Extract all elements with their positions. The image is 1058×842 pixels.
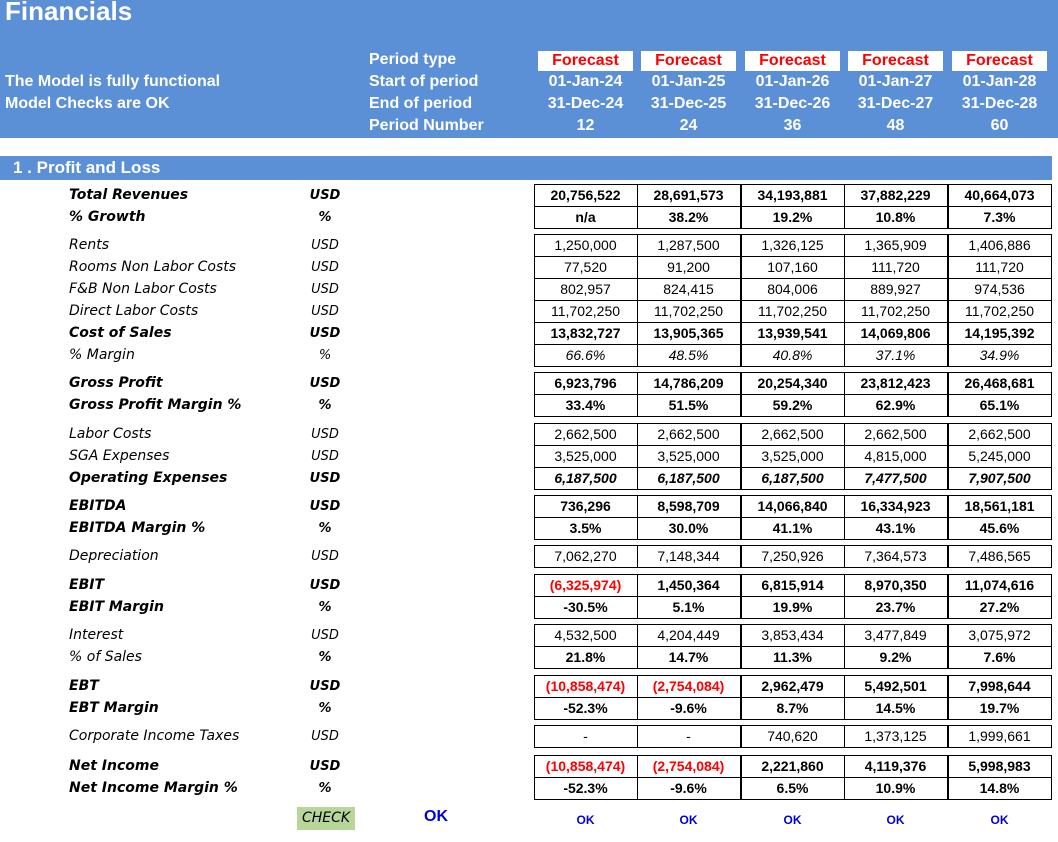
- cell-divider: [637, 646, 741, 647]
- check-status: OK: [424, 808, 448, 825]
- cell-divider: [844, 322, 948, 323]
- cell-divider: [637, 206, 741, 207]
- table-cell: 33.4%: [565, 397, 606, 413]
- table-cell: 23.7%: [875, 599, 916, 615]
- period-end-cell: 31-Dec-24: [547, 95, 624, 112]
- row-label: % Growth: [69, 209, 146, 225]
- row-label: Labor Costs: [69, 426, 152, 442]
- row-label: % of Sales: [69, 649, 142, 665]
- table-cell: 3.5%: [569, 520, 602, 536]
- row-unit: %: [318, 600, 332, 615]
- row-label: Net Income Margin %: [69, 780, 238, 796]
- cell-border: [844, 545, 948, 568]
- cell-divider: [844, 206, 948, 207]
- cell-divider: [741, 394, 845, 395]
- table-cell: 889,927: [870, 281, 921, 297]
- cell-divider: [948, 322, 1052, 323]
- cell-divider: [844, 517, 948, 518]
- cell-divider: [741, 517, 845, 518]
- cell-divider: [844, 278, 948, 279]
- table-cell: 2,662,500: [761, 426, 824, 442]
- table-cell: -9.6%: [670, 700, 707, 716]
- table-cell: (2,754,084): [652, 678, 725, 694]
- table-cell: 736,296: [560, 498, 611, 514]
- table-cell: 40,664,073: [964, 187, 1035, 203]
- model-checks-status: Model Checks are OK: [5, 95, 170, 112]
- table-cell: n/a: [575, 209, 596, 225]
- row-unit: %: [318, 701, 332, 716]
- cell-divider: [741, 467, 845, 468]
- cell-border: [534, 725, 638, 748]
- table-cell: 18,561,181: [964, 498, 1035, 514]
- table-cell: -52.3%: [563, 780, 608, 796]
- table-cell: (10,858,474): [545, 758, 626, 774]
- model-status: The Model is fully functional: [5, 73, 221, 90]
- table-cell: 37,882,229: [860, 187, 931, 203]
- period-number-cell: 36: [783, 117, 802, 134]
- table-cell: 8.7%: [776, 700, 809, 716]
- table-cell: 34,193,881: [757, 187, 828, 203]
- row-label: Gross Profit: [69, 375, 163, 391]
- period-type-cell: Forecast: [538, 51, 633, 71]
- table-cell: 7,148,344: [657, 548, 720, 564]
- cell-divider: [637, 322, 741, 323]
- table-cell: 1,999,661: [968, 728, 1031, 744]
- period-type-label: Period type: [369, 51, 457, 68]
- cell-divider: [534, 300, 638, 301]
- table-cell: 8,598,709: [657, 498, 720, 514]
- cell-divider: [741, 596, 845, 597]
- period-start-cell: 01-Jan-28: [962, 73, 1037, 90]
- table-cell: 41.1%: [772, 520, 813, 536]
- table-cell: 1,373,125: [864, 728, 927, 744]
- row-unit: USD: [309, 188, 341, 203]
- table-cell: 30.0%: [668, 520, 709, 536]
- table-cell: 7,998,644: [968, 678, 1031, 694]
- row-label: EBITDA: [69, 498, 127, 514]
- table-cell: 77,520: [564, 259, 607, 275]
- row-unit: %: [318, 650, 332, 665]
- table-cell: 43.1%: [875, 520, 916, 536]
- cell-divider: [637, 278, 741, 279]
- table-cell: 4,119,376: [864, 758, 927, 774]
- table-cell: 1,406,886: [968, 237, 1031, 253]
- row-unit: USD: [311, 304, 339, 319]
- row-unit: USD: [309, 376, 341, 391]
- table-cell: 5,245,000: [968, 448, 1031, 464]
- cell-border: [844, 725, 948, 748]
- cell-border: [844, 423, 948, 490]
- table-cell: 34.9%: [979, 347, 1020, 363]
- cell-divider: [534, 445, 638, 446]
- row-label: EBIT Margin: [69, 599, 164, 615]
- table-cell: 48.5%: [668, 347, 709, 363]
- table-cell: 3,525,000: [657, 448, 720, 464]
- table-cell: 7.3%: [983, 209, 1016, 225]
- cell-border: [948, 725, 1052, 748]
- table-cell: 13,832,727: [550, 325, 621, 341]
- period-end-cell: 31-Dec-28: [961, 95, 1038, 112]
- row-unit: USD: [311, 238, 339, 253]
- table-cell: 14,786,209: [653, 375, 724, 391]
- row-unit: USD: [311, 427, 339, 442]
- table-cell: 2,962,479: [761, 678, 824, 694]
- table-cell: 7,486,565: [968, 548, 1031, 564]
- cell-divider: [741, 445, 845, 446]
- table-cell: 5,492,501: [864, 678, 927, 694]
- header-banner: [0, 0, 1058, 138]
- table-cell: 20,254,340: [757, 375, 828, 391]
- row-unit: USD: [311, 549, 339, 564]
- table-cell: 2,662,500: [554, 426, 617, 442]
- row-label: Direct Labor Costs: [69, 303, 199, 319]
- cell-divider: [637, 344, 741, 345]
- cell-border: [637, 545, 741, 568]
- table-cell: 27.2%: [979, 599, 1020, 615]
- row-unit: USD: [311, 282, 339, 297]
- table-cell: 10.9%: [875, 780, 916, 796]
- row-unit: USD: [311, 628, 339, 643]
- cell-border: [741, 545, 845, 568]
- table-cell: 3,853,434: [761, 627, 824, 643]
- cell-divider: [844, 344, 948, 345]
- table-cell: 804,006: [767, 281, 818, 297]
- row-unit: %: [318, 398, 332, 413]
- section-header: [0, 156, 1052, 180]
- table-cell: 7,250,926: [761, 548, 824, 564]
- check-button[interactable]: CHECK: [297, 807, 355, 830]
- cell-divider: [844, 596, 948, 597]
- table-cell: 6,815,914: [761, 577, 824, 593]
- cell-divider: [534, 206, 638, 207]
- cell-divider: [534, 394, 638, 395]
- row-label: EBIT: [69, 577, 104, 593]
- row-unit: %: [318, 210, 332, 225]
- cell-divider: [637, 697, 741, 698]
- table-cell: 37.1%: [875, 347, 916, 363]
- cell-divider: [534, 697, 638, 698]
- cell-divider: [844, 697, 948, 698]
- row-label: F&B Non Labor Costs: [69, 281, 217, 297]
- table-cell: 10.8%: [875, 209, 916, 225]
- cell-divider: [844, 445, 948, 446]
- period-number-label: Period Number: [369, 117, 484, 134]
- period-start-cell: 01-Jan-26: [755, 73, 830, 90]
- cell-border: [534, 423, 638, 490]
- table-cell: 28,691,573: [653, 187, 724, 203]
- row-label: Corporate Income Taxes: [69, 728, 240, 744]
- cell-divider: [844, 300, 948, 301]
- table-cell: 3,525,000: [554, 448, 617, 464]
- row-unit: USD: [309, 578, 341, 593]
- cell-divider: [948, 394, 1052, 395]
- cell-divider: [534, 777, 638, 778]
- table-cell: 2,221,860: [761, 758, 824, 774]
- table-cell: 3,477,849: [864, 627, 927, 643]
- table-cell: -: [686, 728, 691, 744]
- row-label: Total Revenues: [69, 187, 189, 203]
- table-cell: 14.7%: [668, 649, 709, 665]
- table-cell: 65.1%: [979, 397, 1020, 413]
- table-cell: 26,468,681: [964, 375, 1035, 391]
- column-check-ok: OK: [576, 813, 595, 827]
- table-cell: 2,662,500: [968, 426, 1031, 442]
- period-end-cell: 31-Dec-25: [650, 95, 727, 112]
- row-unit: USD: [311, 260, 339, 275]
- start-of-period-label: Start of period: [369, 73, 479, 90]
- table-cell: 1,287,500: [657, 237, 720, 253]
- cell-divider: [948, 256, 1052, 257]
- row-unit: USD: [309, 326, 341, 341]
- cell-divider: [637, 300, 741, 301]
- cell-divider: [948, 517, 1052, 518]
- table-cell: (10,858,474): [545, 678, 626, 694]
- table-cell: 7.6%: [983, 649, 1016, 665]
- table-cell: 2,662,500: [864, 426, 927, 442]
- row-label: Rents: [69, 237, 109, 253]
- row-label: EBITDA Margin %: [69, 520, 206, 536]
- cell-divider: [741, 278, 845, 279]
- cell-divider: [844, 467, 948, 468]
- period-number-cell: 48: [886, 117, 905, 134]
- table-cell: 59.2%: [772, 397, 813, 413]
- cell-divider: [637, 777, 741, 778]
- cell-divider: [948, 300, 1052, 301]
- cell-divider: [534, 322, 638, 323]
- row-label: Depreciation: [69, 548, 159, 564]
- table-cell: 14,066,840: [757, 498, 828, 514]
- cell-divider: [741, 646, 845, 647]
- period-start-cell: 01-Jan-24: [548, 73, 623, 90]
- table-cell: 91,200: [667, 259, 710, 275]
- table-cell: -30.5%: [563, 599, 608, 615]
- table-cell: 23,812,423: [860, 375, 931, 391]
- table-cell: 14,195,392: [964, 325, 1035, 341]
- table-cell: 6,187,500: [657, 470, 720, 486]
- row-label: Rooms Non Labor Costs: [69, 259, 237, 275]
- table-cell: -: [583, 728, 588, 744]
- table-cell: 1,450,364: [657, 577, 720, 593]
- period-type-cell: Forecast: [745, 51, 840, 71]
- table-cell: 11,702,250: [964, 303, 1035, 319]
- cell-border: [948, 545, 1052, 568]
- row-unit: USD: [309, 679, 341, 694]
- table-cell: 19.7%: [979, 700, 1020, 716]
- table-cell: 66.6%: [565, 347, 606, 363]
- table-cell: 13,905,365: [653, 325, 724, 341]
- table-cell: 13,939,541: [757, 325, 828, 341]
- table-cell: 1,250,000: [554, 237, 617, 253]
- period-number-cell: 12: [576, 117, 595, 134]
- table-cell: 3,075,972: [968, 627, 1031, 643]
- table-cell: 11,702,250: [860, 303, 931, 319]
- table-cell: 6,187,500: [761, 470, 824, 486]
- cell-divider: [741, 300, 845, 301]
- table-cell: 740,620: [767, 728, 818, 744]
- table-cell: 107,160: [767, 259, 818, 275]
- row-label: Gross Profit Margin %: [69, 397, 242, 413]
- table-cell: 38.2%: [668, 209, 709, 225]
- cell-divider: [948, 467, 1052, 468]
- row-unit: USD: [309, 471, 341, 486]
- table-cell: 16,334,923: [860, 498, 931, 514]
- cell-divider: [844, 646, 948, 647]
- column-check-ok: OK: [679, 813, 698, 827]
- cell-border: [637, 423, 741, 490]
- row-unit: USD: [311, 729, 339, 744]
- cell-divider: [948, 777, 1052, 778]
- table-cell: 974,536: [974, 281, 1025, 297]
- table-cell: 11,074,616: [964, 577, 1035, 593]
- table-cell: 6,923,796: [554, 375, 617, 391]
- table-cell: 8,970,350: [864, 577, 927, 593]
- table-cell: 19.2%: [772, 209, 813, 225]
- table-cell: 4,815,000: [864, 448, 927, 464]
- cell-divider: [534, 278, 638, 279]
- cell-divider: [948, 206, 1052, 207]
- cell-divider: [844, 777, 948, 778]
- table-cell: 5,998,983: [968, 758, 1031, 774]
- table-cell: 14.5%: [875, 700, 916, 716]
- cell-divider: [948, 697, 1052, 698]
- cell-divider: [741, 344, 845, 345]
- cell-divider: [637, 256, 741, 257]
- cell-divider: [948, 596, 1052, 597]
- cell-divider: [844, 256, 948, 257]
- row-label: Operating Expenses: [69, 470, 228, 486]
- table-cell: 51.5%: [668, 397, 709, 413]
- column-check-ok: OK: [783, 813, 802, 827]
- row-unit: USD: [311, 449, 339, 464]
- row-label: % Margin: [69, 347, 135, 363]
- section-title: 1 . Profit and Loss: [13, 158, 161, 177]
- row-label: EBT Margin: [69, 700, 159, 716]
- table-cell: 111,720: [975, 259, 1024, 275]
- cell-border: [948, 423, 1052, 490]
- row-label: Cost of Sales: [69, 325, 172, 341]
- table-cell: 824,415: [663, 281, 714, 297]
- page-title: Financials: [5, 0, 133, 26]
- cell-divider: [741, 777, 845, 778]
- cell-divider: [844, 394, 948, 395]
- row-unit: %: [318, 348, 332, 363]
- table-cell: 1,326,125: [761, 237, 824, 253]
- table-cell: 19.9%: [772, 599, 813, 615]
- table-cell: 2,662,500: [657, 426, 720, 442]
- cell-border: [637, 725, 741, 748]
- column-check-ok: OK: [990, 813, 1009, 827]
- cell-divider: [741, 697, 845, 698]
- row-label: SGA Expenses: [69, 448, 170, 464]
- table-cell: 11,702,250: [550, 303, 621, 319]
- cell-border: [741, 423, 845, 490]
- cell-border: [534, 545, 638, 568]
- period-number-cell: 60: [990, 117, 1009, 134]
- cell-divider: [637, 394, 741, 395]
- cell-divider: [637, 517, 741, 518]
- table-cell: 7,062,270: [554, 548, 617, 564]
- row-unit: USD: [309, 499, 341, 514]
- cell-divider: [637, 467, 741, 468]
- table-cell: 14.8%: [979, 780, 1020, 796]
- column-check-ok: OK: [886, 813, 905, 827]
- period-end-cell: 31-Dec-27: [857, 95, 934, 112]
- table-cell: 7,907,500: [968, 470, 1031, 486]
- cell-divider: [741, 322, 845, 323]
- table-cell: 21.8%: [565, 649, 606, 665]
- row-label: Interest: [69, 627, 124, 643]
- table-cell: 3,525,000: [761, 448, 824, 464]
- period-end-cell: 31-Dec-26: [754, 95, 831, 112]
- period-type-cell: Forecast: [641, 51, 736, 71]
- row-label: Net Income: [69, 758, 159, 774]
- cell-divider: [637, 445, 741, 446]
- table-cell: (6,325,974): [549, 577, 622, 593]
- table-cell: 11,702,250: [653, 303, 724, 319]
- period-type-cell: Forecast: [848, 51, 943, 71]
- table-cell: 11,702,250: [757, 303, 828, 319]
- period-start-cell: 01-Jan-25: [651, 73, 726, 90]
- table-cell: 802,957: [560, 281, 611, 297]
- cell-divider: [948, 344, 1052, 345]
- cell-divider: [741, 206, 845, 207]
- table-cell: 1,365,909: [864, 237, 927, 253]
- table-cell: 14,069,806: [860, 325, 931, 341]
- cell-divider: [948, 646, 1052, 647]
- table-cell: 45.6%: [979, 520, 1020, 536]
- end-of-period-label: End of period: [369, 95, 473, 112]
- table-cell: 111,720: [871, 259, 920, 275]
- period-start-cell: 01-Jan-27: [858, 73, 933, 90]
- table-cell: 62.9%: [875, 397, 916, 413]
- table-cell: -52.3%: [563, 700, 608, 716]
- table-cell: 20,756,522: [550, 187, 621, 203]
- row-unit: %: [318, 781, 332, 796]
- table-cell: (2,754,084): [652, 758, 725, 774]
- cell-divider: [534, 517, 638, 518]
- table-cell: 4,532,500: [554, 627, 617, 643]
- row-unit: %: [318, 521, 332, 536]
- cell-divider: [534, 467, 638, 468]
- cell-divider: [741, 256, 845, 257]
- table-cell: 6,187,500: [554, 470, 617, 486]
- row-label: EBT: [69, 678, 99, 694]
- table-cell: 9.2%: [879, 649, 912, 665]
- cell-divider: [534, 344, 638, 345]
- cell-border: [741, 725, 845, 748]
- table-cell: 4,204,449: [657, 627, 720, 643]
- cell-divider: [948, 278, 1052, 279]
- table-cell: 40.8%: [772, 347, 813, 363]
- table-cell: -9.6%: [670, 780, 707, 796]
- table-cell: 7,477,500: [864, 470, 927, 486]
- cell-divider: [534, 646, 638, 647]
- cell-divider: [534, 596, 638, 597]
- period-number-cell: 24: [679, 117, 698, 134]
- row-unit: USD: [309, 759, 341, 774]
- cell-divider: [637, 596, 741, 597]
- table-cell: 6.5%: [776, 780, 809, 796]
- cell-divider: [948, 445, 1052, 446]
- table-cell: 5.1%: [672, 599, 705, 615]
- period-type-cell: Forecast: [952, 51, 1047, 71]
- table-cell: 11.3%: [773, 649, 812, 665]
- cell-divider: [534, 256, 638, 257]
- table-cell: 7,364,573: [864, 548, 927, 564]
